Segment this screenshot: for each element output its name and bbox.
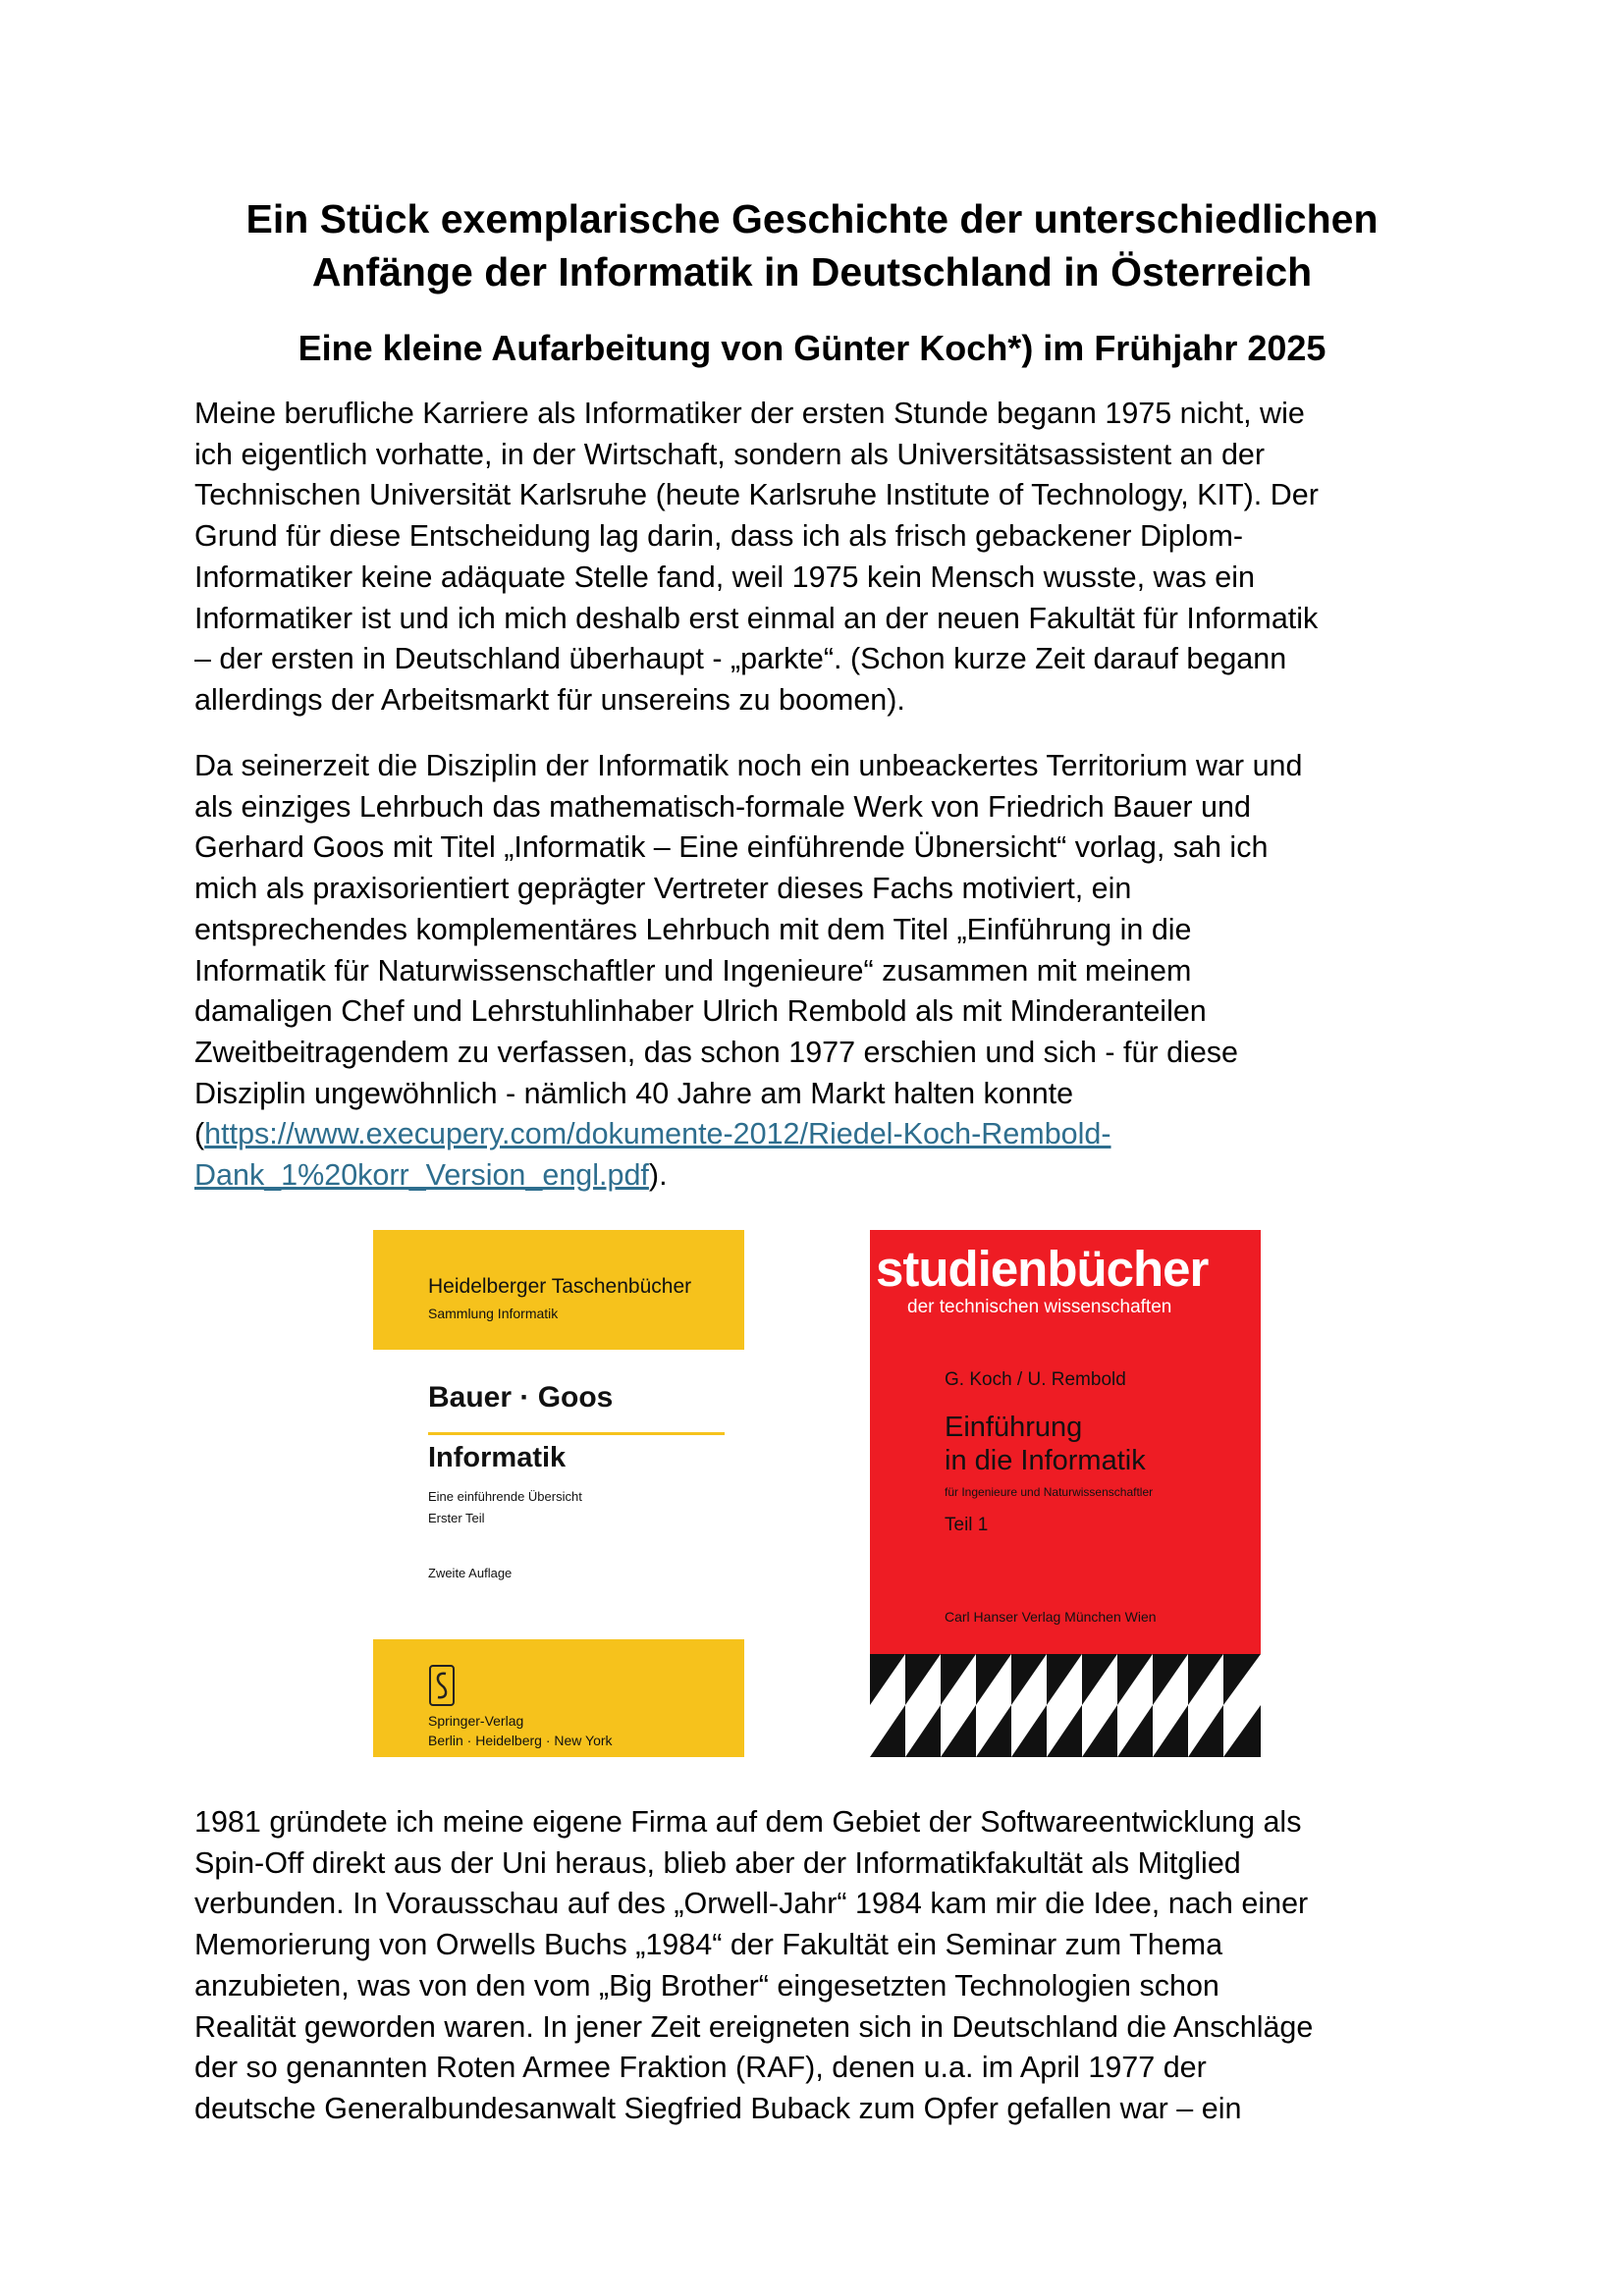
text-line: Grund für diese Entscheidung lag darin, dass ich als frisch gebackener Diplom- bbox=[194, 519, 1244, 554]
title-line: Anfänge der Informatik in Deutschland in Österreich bbox=[311, 249, 1313, 294]
text-line: Gerhard Goos mit Titel „Informatik – Eine einführende Übnersicht“ vorlag, sah ich bbox=[194, 830, 1269, 865]
cover-title: Informatik bbox=[428, 1442, 567, 1473]
text-line: damaligen Chef und Lehrstuhlinhaber Ulrich Rembold als mit Minderanteilen bbox=[194, 994, 1207, 1029]
cover-subtitle: für Ingenieure und Naturwissenschaftler bbox=[945, 1485, 1154, 1499]
cover-subtitle: Eine einführende Übersicht bbox=[428, 1489, 582, 1504]
text-line: 1981 gründete ich meine eigene Firma auf dem Gebiet der Softwareentwicklung als bbox=[194, 1805, 1302, 1839]
text-line: Disziplin ungewöhnlich - nämlich 40 Jahre am Markt halten konnte bbox=[194, 1076, 1074, 1110]
cover-authors: Bauer · Goos bbox=[428, 1381, 614, 1414]
cover-title-line: Einführung bbox=[945, 1412, 1083, 1443]
reference-link-continued[interactable]: Dank_1%20korr_Version_engl.pdf bbox=[194, 1158, 649, 1193]
cover-part: Teil 1 bbox=[945, 1515, 989, 1535]
text-line: Spin-Off direkt aus der Uni heraus, blieb aber der Informatikfakultät als Mitglied bbox=[194, 1845, 1241, 1880]
link-close-paren: ). bbox=[648, 1158, 668, 1193]
link-line bbox=[194, 1114, 1441, 1155]
cover-authors: G. Koch / U. Rembold bbox=[945, 1369, 1126, 1390]
link-line bbox=[194, 1155, 1441, 1197]
text-line: Informatiker ist und ich mich deshalb erst einmal an der neuen Fakultät für Informatik bbox=[194, 601, 1319, 635]
text-line: anzubieten, was von den vom „Big Brother“ eingesetzten Technologien schon bbox=[194, 1968, 1219, 2002]
text-line: entsprechendes komplementäres Lehrbuch mit dem Titel „Einführung in die bbox=[194, 912, 1192, 946]
text-line: Informatiker keine adäquate Stelle fand, weil 1975 kein Mensch wusste, was ein bbox=[194, 560, 1255, 594]
cover-series: studienbücher bbox=[876, 1241, 1209, 1297]
cover-title bbox=[945, 1411, 1146, 1477]
text-line: Zweitbeitragendem zu verfassen, das schon 1977 erschien und sich - für diese bbox=[194, 1035, 1239, 1069]
document-subtitle: Eine kleine Aufarbeitung von Günter Koch*) im Frühjahr 2025 bbox=[298, 328, 1326, 368]
text-line: deutsche Generalbundesanwalt Siegfried Buback zum Opfer gefallen war – ein bbox=[194, 2091, 1242, 2125]
text-line: Realität geworden waren. In jener Zeit ereigneten sich in Deutschland die Anschläge bbox=[194, 2009, 1314, 2044]
text-line: verbunden. In Vorausschau auf des „Orwell-Jahr“ 1984 kam mir die Idee, nach einer bbox=[194, 1887, 1309, 1921]
text-line: Da seinerzeit die Disziplin der Informatik noch ein unbeackertes Territorium war und bbox=[194, 749, 1303, 782]
paragraph-3 bbox=[194, 1802, 1441, 2130]
cover-part: Erster Teil bbox=[428, 1511, 485, 1525]
text-line: Informatik für Naturwissenschaftler und Ingenieure“ zusammen mit meinem bbox=[194, 953, 1192, 988]
reference-link[interactable]: https://www.execupery.com/dokumente-2012/Riedel-Koch-Rembold- bbox=[204, 1117, 1111, 1151]
springer-logo-icon bbox=[428, 1664, 456, 1707]
text-line: als einziges Lehrbuch das mathematisch-formale Werk von Friedrich Bauer und bbox=[194, 789, 1251, 824]
book-cover-bauer-goos bbox=[373, 1230, 744, 1757]
cover-series: Heidelberger Taschenbücher bbox=[428, 1275, 692, 1298]
cover-series-sub: der technischen wissenschaften bbox=[907, 1297, 1172, 1317]
text-line: – der ersten in Deutschland überhaupt - „parkte“. (Schon kurze Zeit darauf begann bbox=[194, 642, 1287, 676]
book-cover-koch-rembold bbox=[870, 1230, 1261, 1757]
paragraph-2 bbox=[194, 746, 1441, 1197]
cover-publisher: Springer-Verlag bbox=[428, 1713, 524, 1729]
text-line: mich als praxisorientiert geprägter Vertreter dieses Fachs motiviert, ein bbox=[194, 872, 1132, 906]
triangle-pattern-icon bbox=[870, 1654, 1261, 1757]
text-line: Memorierung von Orwells Buchs „1984“ der Fakultät ein Seminar zum Thema bbox=[194, 1928, 1223, 1962]
cover-publisher: Carl Hanser Verlag München Wien bbox=[945, 1609, 1157, 1625]
text-line: Technischen Universität Karlsruhe (heute Karlsruhe Institute of Technology, KIT). Der bbox=[194, 478, 1319, 512]
text-line: ich eigentlich vorhatte, in der Wirtschaft, sondern als Universitätsassistent an der bbox=[194, 437, 1266, 471]
cover-edition: Zweite Auflage bbox=[428, 1566, 513, 1580]
link-open-paren: ( bbox=[194, 1117, 205, 1151]
text-line: der so genannten Roten Armee Fraktion (RAF), denen u.a. im April 1977 der bbox=[194, 2051, 1207, 2085]
cover-rule bbox=[428, 1432, 725, 1435]
title-line: Ein Stück exemplarische Geschichte der unterschiedlichen bbox=[245, 196, 1379, 241]
cover-title-line: in die Informatik bbox=[945, 1445, 1146, 1476]
document-title bbox=[147, 192, 1477, 298]
text-line: allerdings der Arbeitsmarkt für unsereins zu boomen). bbox=[194, 682, 905, 717]
cover-collection: Sammlung Informatik bbox=[428, 1306, 559, 1321]
paragraph-1 bbox=[194, 394, 1441, 721]
text-line: Meine berufliche Karriere als Informatiker der ersten Stunde begann 1975 nicht, wie bbox=[194, 397, 1305, 430]
cover-places: Berlin · Heidelberg · New York bbox=[428, 1733, 613, 1748]
